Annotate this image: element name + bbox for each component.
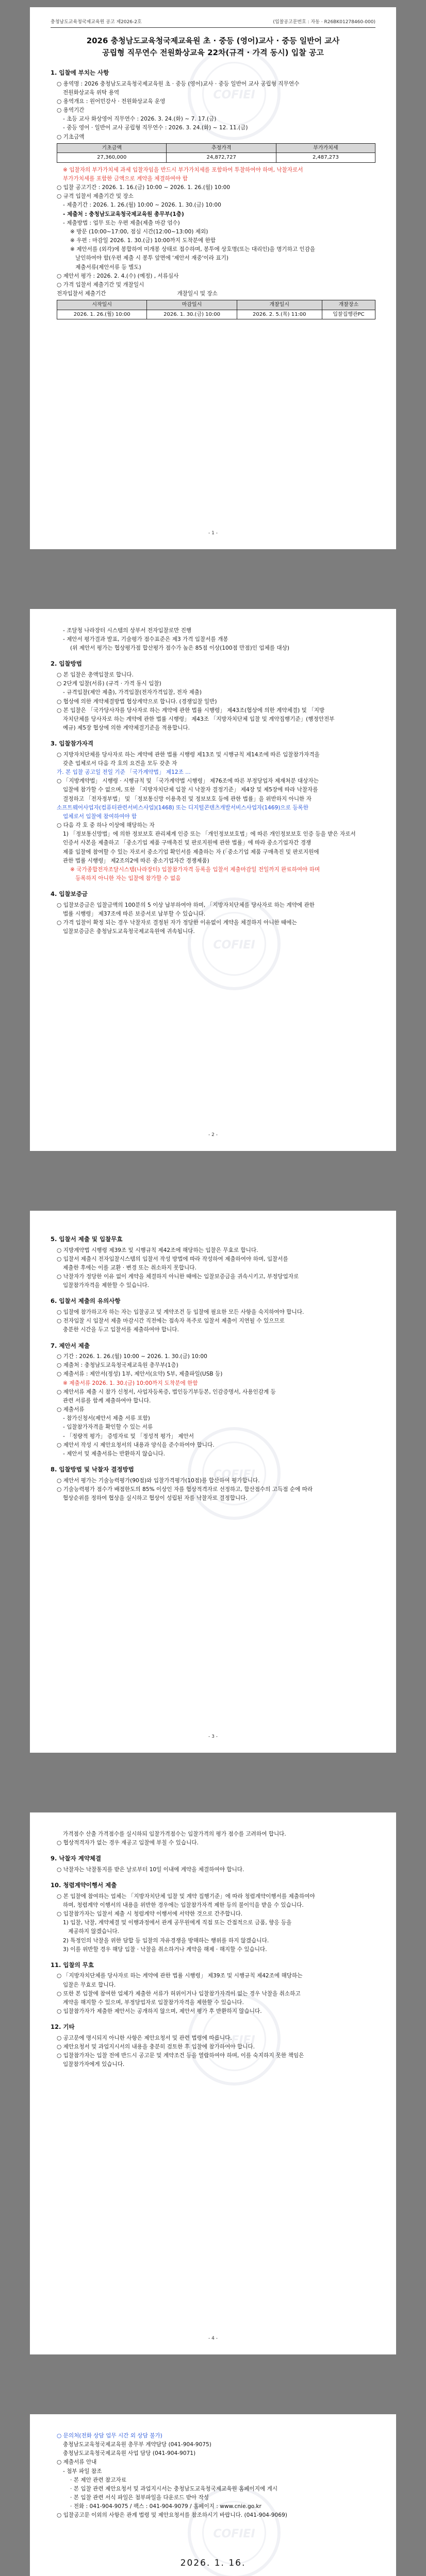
body-line: 자치단체를 당사자로 하는 계약에 관한 법률 시행령」 제43조 「지방자치단체 입찰 및 계약집행기준」(행정안전부 (63, 716, 335, 722)
body-line: 입찰보증금은 충청남도교육청국제교육원에 귀속됩니다. (63, 928, 195, 935)
body-line: 협상순위를 정하여 협상을 실시하고 협상이 성립된 자를 낙찰자로 결정합니다. (63, 1495, 248, 1501)
body-line: - 조달청 나라장터 시스템의 상부서 전자입찰로만 진행 (63, 628, 192, 634)
body-line: 3) 이를 위반할 경우 해당 입찰 · 낙찰을 취소하거나 계약을 해제 · 해지할 수 있습니다. (63, 1946, 267, 1953)
table-header-cell: 개찰장소 (322, 300, 375, 310)
table-cell: 27,360,000 (57, 153, 167, 163)
body-line: ○ 가격 입찰서 제출기간 및 개찰일시 (57, 281, 144, 288)
document-page (30, 609, 396, 1151)
body-line: · 전화 : 041-904-9075 / 팩스 : 041-904-9079 / 홈페이지 : www.cnie.go.kr (70, 2503, 261, 2510)
page-content (51, 1234, 375, 1503)
body-line: 제품 입찰에 참여할 수 있는 자로서 중소기업 확인서를 제출하는 자 (「중소기업 제품 구매촉진 및 판로지원에 (63, 849, 319, 855)
section-heading: 2. 입찰방법 (51, 660, 82, 668)
body-line: ○ 낙찰자가 정당한 이유 없이 계약을 체결하지 아니한 때에는 입찰보증금을 귀속시키고, 부정당업자로 (57, 1274, 299, 1280)
body-line: 부가가치세를 포함한 금액으로 계약을 체결하여야 함 (63, 175, 188, 182)
table-header-cell: 기초금액 (57, 143, 167, 153)
body-line: ○ 규격 입찰서 제출기간 및 장소 (57, 193, 134, 200)
document-header (51, 19, 375, 26)
institution-seal-watermark: COFIEI (188, 1427, 281, 1520)
body-line: 1) 「정보통신망법」에 의한 정보보호 관리체계 인증 또는 「개인정보보호법」에 따른 개인정보보호 인증 등을 받은 자로서 (63, 831, 356, 838)
page-number: - 3 - (208, 1734, 218, 1739)
page-content (51, 2432, 375, 2520)
body-line: 제공하지 않겠습니다. (63, 1928, 119, 1935)
institution-seal-watermark: COFIEI (188, 1993, 281, 2086)
table-row (57, 153, 375, 163)
body-line: ○ 제출서류 (57, 1406, 85, 1413)
body-line: - 중등 영어 · 일반어 교사 공립형 직무연수 : 2026. 3. 24.(화) ~ 12. 11.(금) (63, 125, 248, 131)
table-caption: 전자입찰서 제출기간 개찰일시 및 장소 (57, 290, 218, 297)
body-line: ○ 제출처 : 충청남도교육청국제교육원 총무부(1층) (57, 1362, 178, 1369)
body-line: ○ 제안요청서 및 과업지시서의 내용을 충분히 검토한 후 입찰에 참가하여야 합니다. (57, 2044, 255, 2050)
body-line: ○ 입찰공고문 이외의 사항은 관계 법령 및 제안요청서를 참조하시기 바랍니다. (041-904-9069) (57, 2512, 287, 2519)
body-line: · 본 제안 관련 참고자료 (70, 2477, 126, 2483)
body-line: · 본 입찰 관련 서식 파일은 첨부파일을 다운로드 받아 작성 (70, 2495, 209, 2501)
body-line: ○ 제안서 작성 시 제안요청서의 내용과 양식을 준수하여야 합니다. (57, 1442, 215, 1448)
body-line: ○ 협상에 의한 계약체결방법 협상계약으로 합니다. (경쟁입찰 일반) (57, 698, 217, 705)
table-header-cell: 부가가치세 (276, 143, 375, 153)
table-cell: 입찰집행관PC (322, 310, 375, 319)
body-line: ○ 공고문에 명시되지 아니한 사항은 제안요청서 및 관련 법령에 따릅니다. (57, 2035, 232, 2041)
body-line: ○ 제안서 평가 : 2026. 2. 4.(수) (예정) , 서류심사 (57, 273, 179, 279)
body-line: ○ 지방자치단체를 당사자로 하는 계약에 관한 법률 시행령 제13조 및 시행규칙 제14조에 따른 입찰참가자격을 (57, 751, 320, 758)
body-line: ○ 입찰 공고기간 : 2026. 1. 16.(금) 10:00 ~ 2026. 1. 26.(월) 10:00 (57, 184, 231, 191)
body-line: 등록하지 아니한 자는 입찰에 참가할 수 없음 (70, 875, 181, 882)
section-heading: 10. 청렴계약이행서 제출 (51, 1882, 117, 1889)
body-line: ○ 입찰참가자는 입찰 전에 반드시 공고문 및 계약조건 등을 열람하여야 하며, 이를 숙지하지 못한 책임은 (57, 2053, 304, 2059)
body-line: 전원화상교육 위탁 용역 (63, 89, 120, 96)
table-header-cell: 마감일시 (147, 300, 237, 310)
body-line: ○ 본 입찰은 총액입찰로 합니다. (57, 672, 134, 679)
page-number: - 1 - (208, 531, 218, 536)
body-line: 업체로서 입찰에 참여하여야 함 (63, 813, 137, 820)
table-header-cell: 개찰일시 (237, 300, 322, 310)
body-line: ○ 제출서류 : 제안서(정성) 1부, 제안서(요약) 5부, 제출파일(USB 등) (57, 1371, 223, 1378)
data-table (57, 300, 375, 319)
body-line: ○ 「지방자치단체를 당사자로 하는 계약에 관한 법률 시행령」 제39조 및 시행규칙 제42조에 해당하는 (57, 1973, 303, 1979)
section-heading: 5. 입찰서 제출 및 입찰무효 (51, 1235, 123, 1243)
body-line: ○ 본 입찰에 참여하는 업체는 「지방자치단체 입찰 및 계약 집행기준」에 따라 청렴계약이행서를 제출하여야 (57, 1893, 315, 1900)
section-heading: 3. 입찰참가자격 (51, 740, 94, 748)
page-number: - 4 - (208, 2336, 218, 2341)
body-line: 제출한 후에는 이를 교환 · 변경 또는 취소하지 못합니다. (63, 1264, 196, 1271)
body-line: - 제출처 : 충청남도교육청국제교육원 총무부(1층) (63, 211, 184, 217)
section-heading: 7. 제안서 제출 (51, 1342, 90, 1349)
body-line: ○ 입찰참가자가 제출한 제안서는 공개하지 않으며, 제안서 평가 후 반환하지 않습니다. (57, 2008, 262, 2015)
body-line: 계약을 해지할 수 있으며, 부정당업자로 입찰참가자격을 제한할 수 있습니다. (63, 1999, 244, 2006)
section-heading: 1. 입찰에 부치는 사항 (51, 69, 109, 77)
data-table (57, 143, 375, 163)
body-line: ○ 기간 : 2026. 1. 26.(월) 10:00 ~ 2026. 1. 30.(금) 10:00 (57, 1353, 207, 1360)
body-line: ○ 입찰보증금은 입찰금액의 100분의 5 이상 납부하여야 하며, 「지방자치단체를 당사자로 하는 계약에 관한 (57, 902, 315, 908)
body-line: ○ 기술능력평가 점수가 배점한도의 85% 이상인 자를 협상적격자로 선정하고, 합산점수의 고득점 순에 따라 (57, 1486, 313, 1493)
body-line: - 입찰참가자격을 확인할 수 있는 서류 (63, 1424, 153, 1431)
body-line: ※ 제출서류 2026. 1. 30.(금) 10:00까지 도착분에 한함 (63, 1380, 198, 1386)
body-line: ○ 제출서류 안내 (57, 2459, 97, 2466)
document-page (30, 2414, 396, 2576)
table-cell: 2,487,273 (276, 153, 375, 163)
table-header-row (57, 300, 375, 310)
body-line: ○ 기초금액 (57, 133, 85, 140)
body-line: ※ 입찰자의 부가가치세 과세 입찰자임을 반드시 부가가치세를 포함하여 투찰하여야 하며, 낙찰자로서 (63, 166, 303, 173)
body-line: 충청남도교육청국제교육원 사업 담당 (041-904-9071) (63, 2450, 196, 2457)
body-line: 날인하여야 함(우편 제출 시 봉투 앞면에 '제안서 재중'이라 표기) (70, 255, 228, 262)
body-line: ※ 방문 (10:00~17:00, 점심 시간(12:00~13:00) 제외) (70, 228, 208, 235)
body-line: - 규격입찰(제안 제출), 가격입찰(전자가격입찰, 전자 제출) (63, 689, 202, 696)
body-line: 인증서 사본을 제출하고 「중소기업 제품 구매촉진 및 판로지원에 관한 법률」에 따라 중소기업자간 경쟁 (63, 840, 312, 846)
body-line: ○ 입찰에 참가하고자 하는 자는 입찰공고 및 계약조건 등 입찰에 필요한 모든 사항을 숙지하여야 합니다. (57, 1309, 304, 1316)
body-line: 갖춘 업체로서 다음 각 호의 요건을 모두 갖춘 자 (63, 760, 177, 767)
body-line: - 「정량적 평가」 증빙자료 및 「정성적 평가」 제안서 (63, 1433, 194, 1439)
body-line: ○ 제안서 평가는 기술능력평가(90점)와 입찰가격평가(10점)를 합산하여 평가합니다. (57, 1477, 260, 1484)
body-line: ○ 용역명 : 2026 충청남도교육청국제교육원 초 · 중등 (영어)교사 · 중등 일반어 교사 공립형 직무연수 (57, 80, 300, 87)
body-line: ○ 가격 입찰이 확정 되는 경우 낙찰자로 결정된 자가 정당한 이유없이 계약을 체결하지 아니한 때에는 (57, 920, 297, 926)
body-line: 가격점수 산출 가격점수를 실시하되 입찰가격점수는 입찰가격의 평가 점수를 고려하여 합니다. (63, 1831, 286, 1837)
body-line: - 제출기간 : 2026. 1. 26.(월) 10:00 ~ 2026. 1. 30.(금) 10:00 (63, 202, 221, 209)
body-line: 관한 법률 시행령」 제2조의2에 따른 중소기업자간 경쟁제품) (63, 857, 209, 864)
section-heading: 9. 낙찰자 계약체결 (51, 1855, 102, 1862)
body-line: ○ 낙찰자는 낙찰통지를 받은 날로부터 10일 이내에 계약을 체결하여야 합니다. (57, 1866, 244, 1873)
body-line: - 참가신청서(제안서 제출 서류 포함) (63, 1415, 150, 1422)
body-line: ○ 다음 각 호 중 하나 이상에 해당하는 자 (57, 822, 155, 829)
section-heading: 4. 입찰보증금 (51, 890, 88, 898)
body-line: 충분한 시간을 두고 입찰서를 제출하여야 합니다. (63, 1327, 179, 1333)
body-line: ○ 제안서류 제출 시 참가 신청서, 사업자등록증, 법인등기부등본, 인감증명서, 사용인감계 등 (57, 1388, 276, 1395)
body-line: ※ 제안서를 (외각)에 봉합하여 미개봉 상태로 접수하며, 봉투에 상호명(또는 대리인)을 명기하고 인감을 (70, 246, 316, 253)
body-line: ○ 협상적격자가 없는 경우 재공고 입찰에 부칠 수 있습니다. (57, 1840, 199, 1846)
table-row (57, 310, 375, 319)
document-page (30, 1211, 396, 1753)
body-line: - 초등 교사 화상영어 직무연수 : 2026. 3. 24.(화) ~ 7. 17.(금) (63, 116, 217, 123)
table-header-cell: 시작일시 (57, 300, 147, 310)
section-heading: 6. 입찰서 제출의 유의사항 (51, 1297, 121, 1305)
body-line: 1) 입찰, 낙찰, 계약체결 및 이행과정에서 관계 공무원에게 직접 또는 간접적으로 금품, 향응 등을 (63, 1920, 292, 1926)
section-heading: 8. 입찰방법 및 낙찰자 결정방법 (51, 1466, 134, 1473)
page-content (51, 1830, 375, 2069)
body-line: · 본 입찰 관련 제안요청서 및 과업지시서는 충청남도교육청국제교육원 홈페이지에 게시 (70, 2485, 278, 2492)
table-cell: 24,872,727 (167, 153, 276, 163)
body-line: ○ 입찰서 제출시 전자입찰시스템의 입찰서 작성 방법에 따라 작성하여 제출하여야 하며, 입찰서를 (57, 1256, 288, 1262)
body-line: ○ 본 입찰은 「국가당사자를 당사자로 하는 계약에 관한 법률 시행령」 제43조(협상에 의한 계약체결) 및 「지방 (57, 707, 325, 714)
body-line: 하며, 청렴계약 이행서의 내용을 위반한 경우에는 입찰참가자격 제한 등의 불이익을 받을 수 있습니다. (63, 1902, 304, 1908)
section-heading: 11. 입찰의 무효 (51, 1961, 94, 1969)
table-cell: 2026. 1. 30.(금) 10:00 (147, 310, 237, 319)
body-line: 입찰참가자격을 제한할 수 있습니다. (63, 1282, 149, 1289)
body-line: 예규) 제5장 협상에 의한 계약체결기준을 적용합니다. (63, 725, 190, 732)
body-line: - 제안서 평가결과 발표, 기술평가 점수표준은 제3 가격 입찰서를 개봉 (63, 636, 228, 643)
table-cell: 2026. 2. 5.(목) 11:00 (237, 310, 322, 319)
notice-date: 2026. 1. 16. (180, 2557, 246, 2568)
body-line: ※ 우편 : 마감일 2026. 1. 30.(금) 10:00까지 도착분에 한함 (70, 238, 216, 244)
body-line: 소프트웨어사업자(컴퓨터관련서비스사업)(1468) 또는 디지털콘텐츠개발서비스사업자(1469)으로 등록한 (57, 804, 308, 811)
body-line: 입찰에 참가할 수 없으며, 또한 「지방자치단체 입찰 시 낙찰자 결정기준」 제4장 및 제5장에 따라 낙찰자를 (63, 787, 318, 793)
body-line: ○ 문의처(전화 상담 업무 시간 외 상담 불가) (57, 2433, 162, 2439)
page-number: - 2 - (208, 1132, 218, 1138)
body-line: ○ 입찰참가자는 입찰서 제출 시 청렴계약 이행서에 서약한 것으로 간주합니다. (57, 1911, 243, 1918)
body-line: ○ 용역개요 : 원어민강사 · 전원화상교육 운영 (57, 98, 166, 105)
body-line: ○ 또한 본 입찰에 참여한 업체가 제출한 서류가 허위이거나 입찰참가자격이 없는 경우 낙찰을 취소하고 (57, 1990, 301, 1997)
body-line: 제출서류(제안서류 등 별도) (70, 264, 141, 270)
body-line: - 제출방법 : 업무 또는 우편 제출(제출 마감 엄수) (63, 219, 180, 226)
body-line: - 제안서 및 제출서류는 반환하지 않습니다. (63, 1450, 165, 1457)
document-page (30, 7, 396, 549)
section-heading: 12. 기타 (51, 2023, 75, 2031)
page-content (51, 626, 375, 936)
institution-seal-watermark: COFIEI (188, 47, 281, 140)
bid-notice-id: (입찰공고문번호 : 자동 · R26BK01278460-000) (273, 20, 375, 25)
body-line: ○ 용역기간 (57, 107, 85, 114)
institution-seal-watermark: COFIEI (188, 897, 281, 990)
table-cell: 2026. 1. 26.(월) 10:00 (57, 310, 147, 319)
page-content (51, 68, 375, 319)
institution-seal-watermark: COFIEI (188, 2486, 281, 2576)
body-line: 법률 시행령」 제37조에 따른 보증서로 납부할 수 있습니다. (63, 910, 206, 917)
body-line: 가. 본 입찰 공고일 전일 기준 「국가계약법」 제12조 … (57, 769, 191, 776)
body-line: (위 제안서 평가는 협상평가점 합산평가 점수가 높은 85점 이상(100점 만점)인 업체를 대상) (70, 645, 289, 652)
body-line: - 첨부 파일 참조 (63, 2468, 102, 2475)
table-header-cell: 추정가격 (167, 143, 276, 153)
document-page (30, 1812, 396, 2354)
body-line: 충청남도교육청국제교육원 총무부 계약담당 (041-904-9075) (63, 2442, 211, 2448)
body-line: 입찰참가자에게 있습니다. (63, 2061, 125, 2068)
body-line: 입찰은 무효로 합니다. (63, 1981, 116, 1988)
body-line: 관련 서류를 함께 제출하여야 합니다. (63, 1397, 151, 1404)
table-header-row (57, 143, 375, 153)
body-line: ○ 2단계 입찰(서류) (규격 · 가격 동시 입찰) (57, 681, 161, 687)
body-line: ○ 전자입찰 시 입찰서 제출 마감시간 직전에는 접속자 폭주로 입찰서 제출이 지연될 수 있으므로 (57, 1318, 285, 1325)
body-line: 결정하고 「전자정부법」 및 「정보통신망 이용촉진 및 정보보호 등에 관한 법률」을 위반하지 아니한 자 (63, 795, 312, 802)
body-line: 2) 특정인의 낙찰을 위한 담합 등 입찰의 자유경쟁을 방해하는 행위를 하지 않겠습니다. (63, 1937, 269, 1944)
notice-title: 2026 충청남도교육청국제교육원 초 · 중등 (영어)교사 · 중등 일반어 교사 공립형 직무연수 전원화상교육 22차(규격 · 가격 동시) 입찰 공고 (86, 36, 340, 57)
notice-number: 충청남도교육청국제교육원 공고 제2026-2호 (51, 20, 142, 25)
body-line: ○ 지방계약법 시행령 제39조 및 시행규칙 제42조에 해당하는 입찰은 무효로 합니다. (57, 1247, 258, 1253)
body-line: ○ 「지방계약법」 시행령 · 시행규칙 및 「국가계약법 시행령」 제76조에 따른 부정당업자 제재처분 대상자는 (57, 778, 319, 785)
body-line: ※ 국가종합전자조달시스템(나라장터) 입찰참가자격 등록을 입찰서 제출마감일 전일까지 완료하여야 하며 (70, 866, 320, 873)
